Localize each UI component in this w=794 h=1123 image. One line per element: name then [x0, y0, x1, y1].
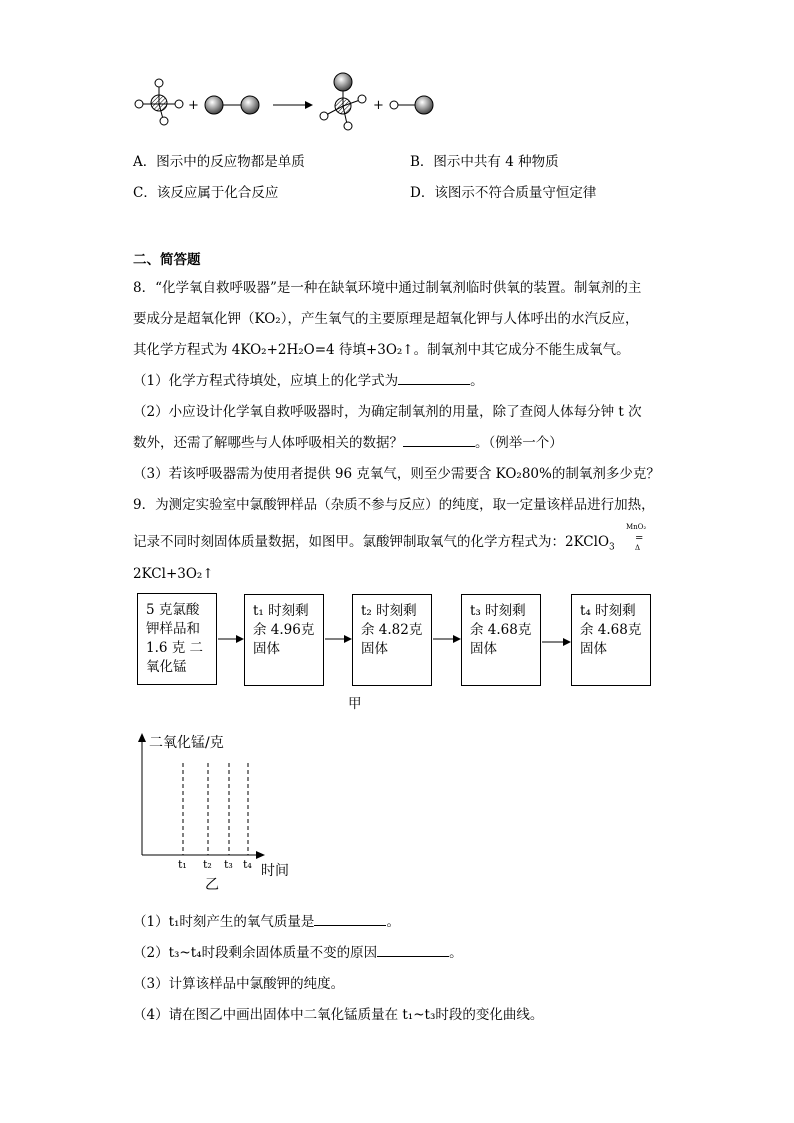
q8-line-1: 8．“化学氧自救呼吸器”是一种在缺氧环境中通过制氧剂临时供氧的装置。制氧剂的主: [133, 280, 642, 296]
tick-t3: t₃: [224, 858, 233, 871]
plus-sign-1: +: [188, 98, 199, 113]
figure-b-caption: 乙: [205, 877, 219, 893]
graph-x-label: 时间: [261, 863, 289, 879]
flow-box-text: t₂ 时刻剩: [361, 603, 417, 619]
flow-box-text: t₄ 时刻剩: [580, 603, 636, 619]
q9-sub-3: （3）计算该样品中氯酸钾的纯度。: [133, 976, 345, 992]
y-axis: [138, 733, 146, 855]
q8-sub-1-end: 。: [470, 373, 484, 389]
q9-sub-2-text: （2）t₃~t₄时段剩余固体质量不变的原因: [133, 945, 378, 961]
flow-box-text: 固体: [361, 641, 388, 657]
q8-line-3: 其化学方程式为 4KO₂+2H₂O=4 待填+3O₂↑。制氧剂中其它成分不能生成氧气。: [133, 342, 630, 358]
tick-t1: t₁: [178, 858, 187, 871]
figure-a-caption: 甲: [348, 696, 362, 712]
flow-box-text: 固体: [470, 641, 497, 657]
q9-line-2-text: 记录不同时刻固体质量数据，如图甲。氯酸钾制取氧气的化学方程式为：2KClO: [133, 534, 610, 550]
q9-line-3: 2KCl+3O₂↑: [133, 566, 214, 582]
q9-sub-2: [133, 941, 463, 961]
plus-sign-2: +: [373, 98, 384, 113]
q8-line-2: 要成分是超氧化钾（KO₂），产生氧气的主要原理是超氧化钾与人体呼出的水汽反应，: [133, 311, 639, 327]
heat-symbol: Δ: [635, 544, 641, 552]
tick-t2: t₂: [203, 858, 212, 871]
q9-sub-1: [133, 910, 400, 930]
flow-box-text: 氧化锰: [146, 659, 187, 675]
tick-t4: t₄: [243, 858, 252, 871]
answer-blank[interactable]: [377, 944, 449, 957]
equation-sign: =: [635, 533, 644, 544]
flow-box-text: 固体: [580, 641, 607, 657]
flow-box-text: 余 4.96克: [253, 622, 315, 638]
q9-sub-4: （4）请在图乙中画出固体中二氧化锰质量在 t₁~t₃时段的变化曲线。: [133, 1007, 544, 1023]
section-title: 二、简答题: [133, 252, 201, 268]
q9-sub-1-end: 。: [386, 914, 400, 930]
q8-sub-3: （3）若该呼吸器需为使用者提供 96 克氧气，则至少需要含 KO₂80%的制氧剂多少克？: [133, 466, 660, 482]
flow-box-text: 固体: [253, 641, 280, 657]
q9-line-2-sub: 3: [609, 542, 615, 553]
flow-box-text: 钾样品和: [146, 621, 200, 637]
q9-sub-2-end: 。: [449, 945, 463, 961]
flow-box-text: t₃ 时刻剩: [470, 603, 526, 619]
answer-blank[interactable]: [314, 913, 386, 926]
option-c[interactable]: C．该反应属于化合反应: [133, 185, 279, 201]
flow-box-text: 5 克氯酸: [146, 602, 200, 618]
option-a[interactable]: A．图示中的反应物都是单质: [133, 154, 305, 170]
q8-sub-2-line-1: （2）小应设计化学氧自救呼吸器时，为确定制氧剂的用量，除了查阅人体每分钟 t 次: [133, 404, 642, 420]
option-d[interactable]: D．该图示不符合质量守恒定律: [410, 185, 597, 201]
q9-sub-1-text: （1）t₁时刻产生的氧气质量是: [133, 914, 315, 930]
q8-sub-1-text: （1）化学方程式待填处，应填上的化学式为: [133, 373, 399, 389]
flow-box-text: 1.6 克 二: [146, 640, 204, 656]
flow-box-text: 余 4.68克: [580, 622, 642, 638]
q9-line-1: 9．为测定实验室中氯酸钾样品（杂质不参与反应）的纯度，取一定量该样品进行加热，: [133, 497, 655, 513]
q8-sub-2-end: 。（例举一个）: [475, 435, 563, 451]
flow-box-text: t₁ 时刻剩: [253, 603, 309, 619]
flow-box-text: 余 4.82克: [361, 622, 423, 638]
q8-sub-2-text: 数外，还需了解哪些与人体呼吸相关的数据？: [133, 435, 403, 451]
catalyst-label: MnO₂: [626, 523, 647, 531]
option-b[interactable]: B．图示中共有 4 种物质: [410, 154, 559, 170]
flow-box-text: 余 4.68克: [470, 622, 532, 638]
graph-y-label: 二氧化锰/克: [149, 735, 224, 751]
